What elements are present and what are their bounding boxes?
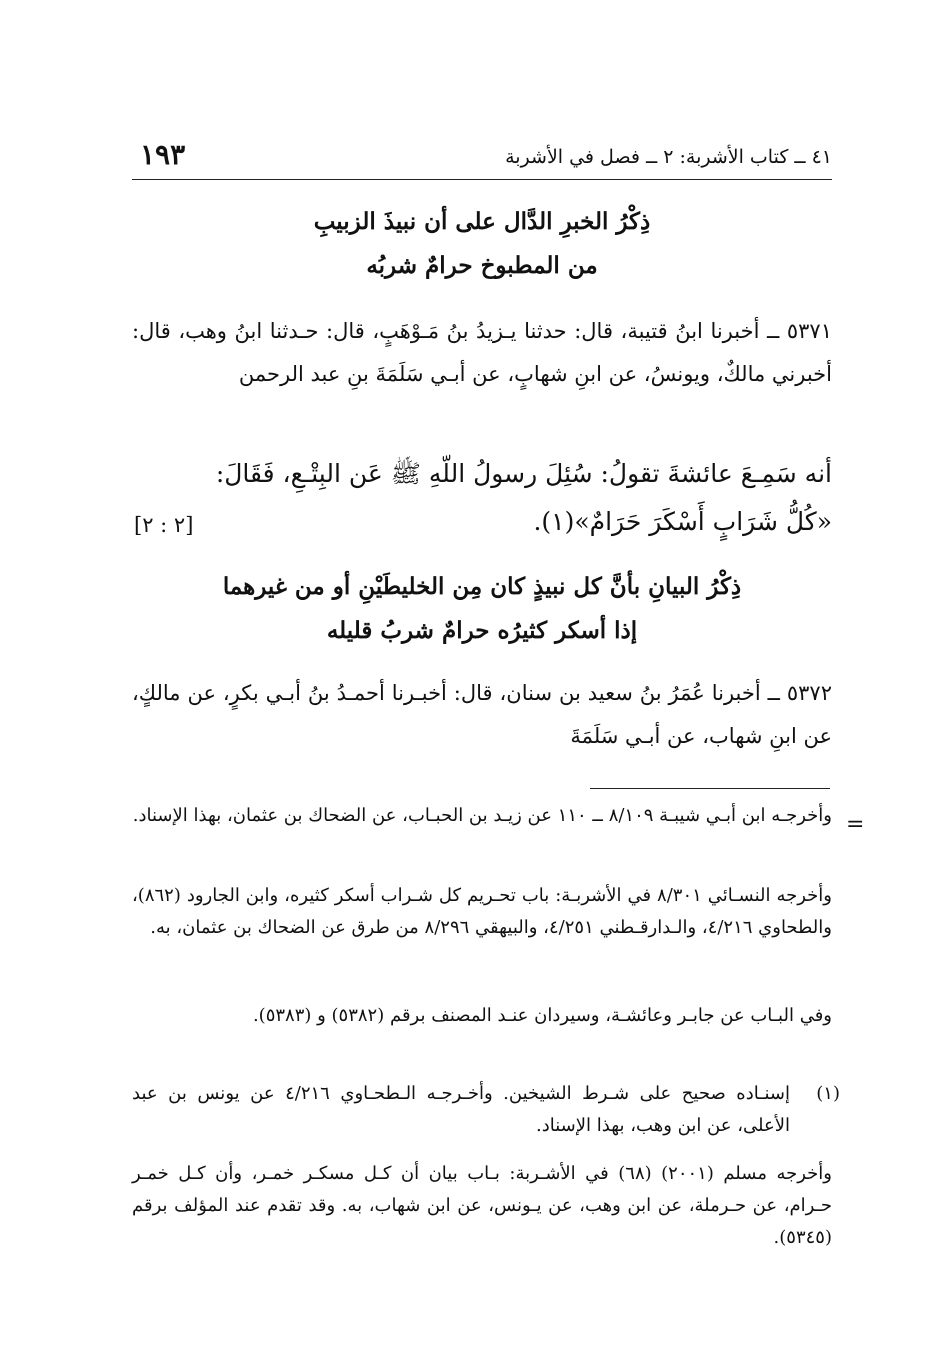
matn-5371 [132, 450, 832, 546]
running-head: ٤١ ــ كتاب الأشربة: ٢ ــ فصل في الأشربة [505, 146, 832, 168]
header-rule [132, 179, 832, 180]
footnote-continuation-mark: = [846, 812, 865, 837]
footnote-1 [132, 1078, 840, 1142]
footnote-paragraph-2: وأخرجه النسـائي ٨/٣٠١ في الأشربـة: باب تحـريم كل شـراب أسكر كثيره، وابن الجارود (٨٦٢)، والطحاوي ٤/٢١٦، والـدارقـطني ٤/٢٥١، والبيهقي ٨/٢٩٦ من طرق عن الضحاك بن عثمان، به. [132, 885, 833, 938]
heading-1-line-1: ذِكْرُ الخبرِ الدَّال على أن نبيذَ الزبيبِ [313, 208, 651, 235]
footnote-number: (١) [816, 1083, 840, 1104]
footnote-paragraph-5: وأخرجه مسلم (٢٠٠١) (٦٨) في الأشـربة: بـاب بيان أن كـل مسكـر خمـر، وأن كـل خمـر حـرام، عن حـرملة، عن ابن وهب، عن يـونس، عن ابن شهاب، به. وقد تقدم عند المؤلف برقم (٥٣٤٥). [132, 1163, 832, 1248]
footnote-separator [590, 788, 830, 789]
page-header [132, 138, 832, 178]
heading-1-line-2: من المطبوخ حرامٌ شربُه [366, 252, 598, 279]
heading-2-line-2: إذا أسكر كثيرُه حرامٌ شربُ قليله [326, 617, 638, 644]
hadith-reference: [٢ : ٢] [134, 513, 194, 537]
footnote-paragraph-1: وأخرجـه ابن أبـي شيبـة ٨/١٠٩ ــ ١١٠ عن زيـد بن الحبـاب، عن الضحاك بن عثمان، بهذا الإسناد. [132, 805, 832, 826]
isnad-5372: ٥٣٧٢ ــ أخبرنا عُمَرُ بنُ سعيد بن سنان، قال: أخبـرنا أحمـدُ بنُ أبـي بكرٍ، عن مالكٍ، عن ابنِ شهاب، عن أبـي سَلَمَةَ [132, 681, 832, 748]
heading-2-line-1: ذِكْرُ البيانِ بأنَّ كل نبيذٍ كان مِن الخليطَيْنِ أو من غيرهما [222, 573, 742, 600]
matn-5371-line-1: أنه سَمِـعَ عائشةَ تقولُ: سُئِلَ رسولُ اللّهِ ﷺ عَن البِتْـعِ، فَقَالَ: [215, 459, 832, 488]
chapter-heading-2 [132, 565, 832, 653]
matn-5371-line-2: «كُلُّ شَرَابٍ أَسْكَرَ حَرَامٌ»(١). [533, 507, 832, 536]
isnad-5371: ٥٣٧١ ــ أخبرنا ابنُ قتيبة، قال: حدثنا يـزيدُ بنُ مَـوْهَبٍ، قال: حـدثنا ابنُ وهب، قال: أخبرني مالكٌ، ويونسُ، عن ابنِ شهابٍ، عن أبـي سَلَمَةَ بنِ عبد الرحمن [132, 319, 832, 386]
page-number: ١٩٣ [140, 138, 186, 171]
footnote-paragraph-3: وفي البـاب عن جابـر وعائشـة، وسيردان عنـد المصنف برقم (٥٣٨٢) و (٥٣٨٣). [252, 1005, 832, 1026]
chapter-heading-1 [132, 200, 832, 288]
footnote-1-text: إسنـاده صحيح على شـرط الشيخين. وأخـرجـه الـطحـاوي ٤/٢١٦ عن يونس بن عبد الأعلى، عن ابن وهب، بهذا الإسناد. [132, 1083, 790, 1136]
